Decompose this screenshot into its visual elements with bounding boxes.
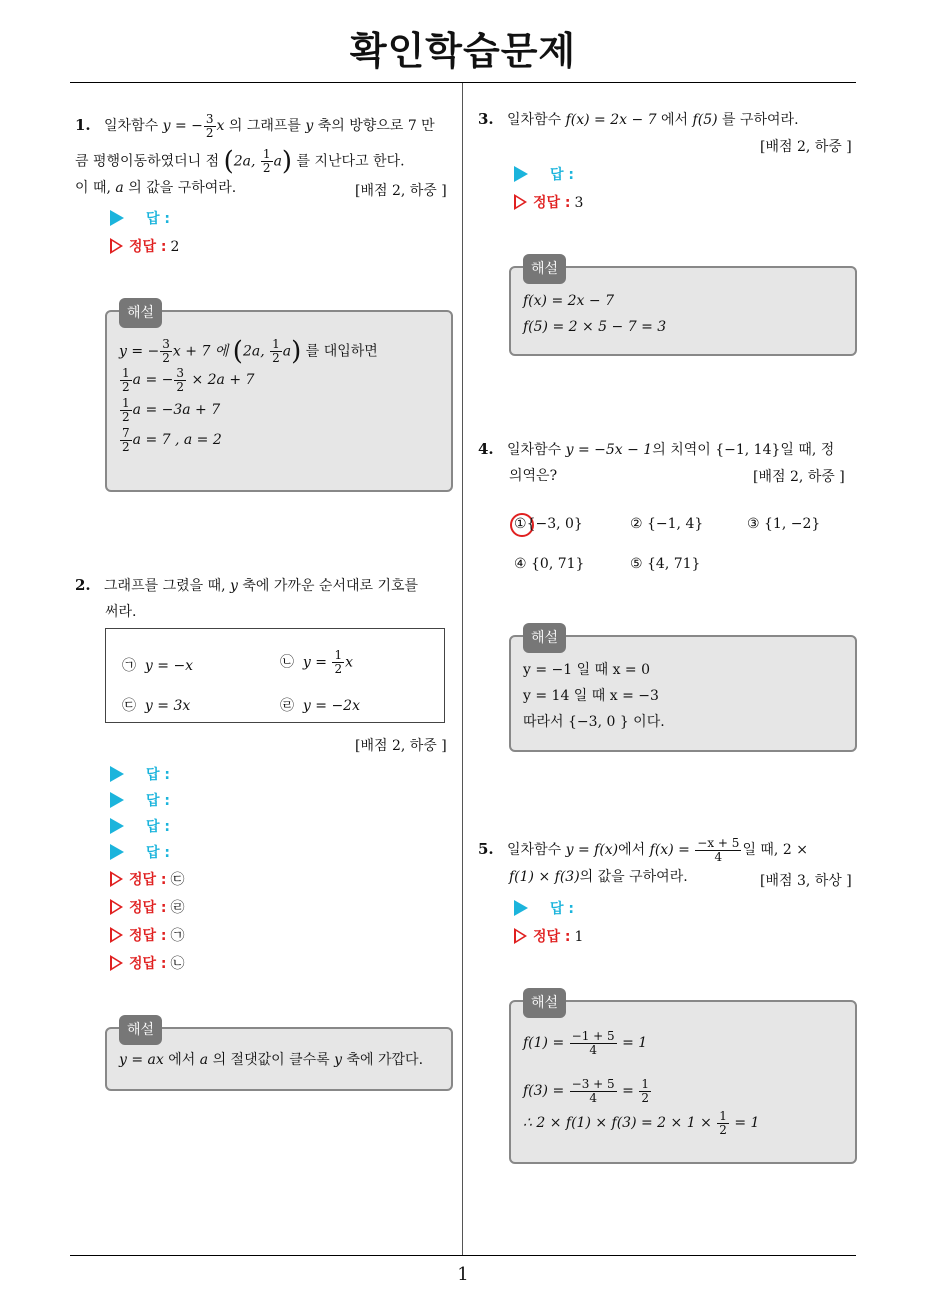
answer-label: 답 : (146, 845, 170, 861)
play-triangle-icon (110, 792, 124, 808)
expl-eq: a = 7 , a = 2 (132, 432, 222, 448)
answer-row (110, 764, 170, 784)
expl-var: a (199, 1052, 209, 1068)
q1-text: 이 때, (75, 179, 111, 196)
correct-label: 정답 : (129, 928, 167, 944)
explanation-tag: 해설 (523, 623, 566, 653)
q1-text: 축의 방향으로 7 만 (317, 118, 435, 134)
fraction: $\frac{1}{2}$ (272, 337, 280, 365)
q4-text: 의역은? (509, 468, 558, 484)
choice-item: ㉠ y = −x (122, 658, 194, 674)
choices-box (105, 628, 445, 723)
expl-text: 를 대입하면 (305, 343, 378, 360)
points-label: [배점 2, 하중 ] (760, 139, 852, 155)
explanation-box (105, 1022, 453, 1091)
choice-1[interactable]: ①{−3, 0} (514, 516, 583, 532)
answer-row (110, 790, 170, 810)
q2-var: y (230, 578, 238, 594)
expl-line: y = 14 일 때 x = −3 (523, 688, 659, 704)
answer-label: 답 : (146, 793, 170, 809)
q5-text: 에서 (618, 842, 646, 858)
q1-eq-x: x (216, 118, 225, 134)
question-2 (75, 572, 460, 625)
expl-eq: = 1 (734, 1115, 760, 1131)
expl-eq: a (282, 343, 292, 360)
q4-range: {−1, 14} (715, 442, 781, 458)
answer-row (110, 208, 170, 228)
expl-text: 의 절댓값이 클수록 (212, 1052, 330, 1068)
expl-eq: x + 7 에 (172, 343, 229, 360)
fraction: $\frac{3}{2}$ (205, 111, 214, 140)
expl-line: y = −1 일 때 x = 0 (523, 662, 651, 678)
q1-text: 의 그래프를 (228, 118, 301, 134)
answer-label: 답 : (146, 767, 170, 783)
fraction: $\frac{3}{2}$ (162, 337, 170, 365)
answer-label: 답 : (146, 819, 170, 835)
choice-3[interactable]: ③ {1, −2} (747, 516, 821, 532)
expl-eq: = (622, 1083, 634, 1099)
choice-item: ㉢ y = 3x (122, 698, 191, 714)
correct-label: 정답 : (129, 872, 167, 888)
expl-eq: × 2a + 7 (191, 372, 255, 388)
choice-5[interactable]: ⑤ {4, 71} (630, 556, 701, 572)
expl-eq: f(x) = 2x − 7 (523, 293, 614, 309)
answer-label: 답 : (550, 901, 574, 917)
q1-text: 를 지난다고 한다. (296, 153, 405, 169)
correct-answer-row (110, 236, 179, 256)
bottom-rule (70, 1255, 856, 1256)
answer-row (110, 842, 170, 862)
fraction: $\frac{1}{2}$ (641, 1076, 649, 1105)
explanation-tag: 해설 (119, 1015, 162, 1045)
correct-answer-row (514, 926, 583, 946)
correct-label: 정답 : (533, 195, 571, 211)
question-number: 4. (478, 440, 494, 458)
q4-eq: y = −5x − 1 (565, 442, 653, 458)
fraction: $\frac{1}{2}$ (262, 146, 271, 175)
fraction: $\frac{-x + 5}{4}$ (697, 835, 740, 864)
q5-text: 일 때, 2 × (742, 842, 808, 858)
expl-eq: ∴ 2 × f(1) × f(3) = 2 × 1 × (523, 1115, 712, 1131)
question-3 (478, 106, 863, 133)
explanation-tag: 해설 (523, 254, 566, 284)
q5-eq: y = f(x) (565, 842, 619, 858)
correct-label: 정답 : (129, 900, 167, 916)
answer-label: 답 : (550, 167, 574, 183)
outline-triangle-icon (110, 871, 123, 887)
points-label: [배점 2, 하중 ] (355, 183, 447, 199)
q3-eq: f(5) (692, 112, 718, 128)
q1-var: y (305, 118, 314, 134)
correct-value: ㉢ (170, 872, 185, 888)
page-title: 확인학습문제 (349, 29, 577, 73)
choice-item: ㉡ y = $\frac{1}{2}$ x (280, 648, 353, 676)
choice-2[interactable]: ② {−1, 4} (630, 516, 704, 532)
outline-triangle-icon (110, 899, 123, 915)
q3-text: 를 구하여라. (722, 112, 799, 128)
play-triangle-icon (514, 900, 528, 916)
q5-text: 의 값을 구하여라. (579, 868, 688, 885)
expl-eq: a = −3a + 7 (132, 402, 221, 418)
q1-text: 일차함수 (104, 118, 159, 134)
explanation-box (509, 261, 857, 356)
play-triangle-icon (514, 166, 528, 182)
fraction: $\frac{3}{2}$ (176, 365, 184, 394)
correct-answer-row (110, 925, 185, 945)
correct-answer-row (110, 869, 185, 889)
points-label: [배점 2, 하중 ] (355, 738, 447, 754)
q3-eq: f(x) = 2x − 7 (565, 112, 657, 128)
expl-eq: y = − (119, 343, 160, 360)
q2-text: 축에 가까운 순서대로 기호를 (242, 578, 419, 594)
explanation-box (509, 995, 857, 1164)
q1-point: 2a, (233, 153, 256, 169)
outline-triangle-icon (514, 928, 527, 944)
explanation-box (509, 630, 857, 752)
expl-eq: f(1) = (523, 1035, 565, 1051)
fraction: $\frac{1}{2}$ (122, 395, 130, 424)
fraction: $\frac{1}{2}$ (719, 1108, 727, 1137)
correct-label: 정답 : (129, 239, 167, 255)
q1-eq: y = − (162, 118, 203, 134)
correct-answer-row (110, 953, 185, 973)
explanation-box: 해설 y = − $\frac{3}{2}$ x + 7 에 (2a, $\frac{1}{2}$ a) 를 대입하면 $\frac{1}{2}$ a = − $\frac{3}{2}$ × 2a + 7 $\frac{1}{2}$ a = −3a + 7 $\frac{7}{2}$ a = 7 , a = 2 (105, 310, 453, 492)
expl-eq: y = ax (119, 1052, 164, 1068)
expl-eq: a = − (132, 372, 174, 388)
question-1: 1. 일차함수 y = − $\frac{3}{2}$ x 의 그래프를 y 축의 방향으로 7 만 큼 평행이동하였더니 점 (2a, $\frac{1}{2}$ a) 를 지난다고 한다. 이 때, a 의 값을 구하여라. (75, 111, 435, 196)
expl-eq: 2a, (242, 343, 265, 360)
correct-label: 정답 : (533, 929, 571, 945)
page-number: 1 (457, 1264, 469, 1285)
points-label: [배점 3, 하상 ] (760, 873, 852, 889)
expl-text: 에서 (168, 1052, 196, 1068)
expl-line: 따라서 {−3, 0 } 이다. (523, 714, 665, 730)
q1-text: 의 값을 구하여라. (128, 179, 237, 196)
q5-eq: f(x) = (649, 842, 690, 858)
correct-answer-row (514, 192, 583, 212)
fraction: $\frac{7}{2}$ (122, 425, 130, 454)
correct-value: 3 (574, 195, 584, 211)
play-triangle-icon (110, 210, 124, 226)
answer-row (514, 898, 574, 918)
explanation-tag: 해설 (119, 298, 162, 328)
expl-eq: = 1 (622, 1035, 648, 1051)
expl-text: 축에 가깝다. (346, 1052, 424, 1068)
outline-triangle-icon (110, 955, 123, 971)
play-triangle-icon (110, 844, 124, 860)
q5-text: 일차함수 (507, 842, 562, 858)
fraction: $\frac{-3 + 5}{4}$ (571, 1076, 615, 1105)
fraction: $\frac{-1 + 5}{4}$ (571, 1028, 615, 1057)
answer-row (110, 816, 170, 836)
q4-text: 일차함수 (507, 442, 562, 458)
q3-text: 일차함수 (507, 112, 562, 128)
q4-text: 의 치역이 (652, 442, 711, 458)
fraction: $\frac{1}{2}$ (122, 365, 130, 394)
answer-label: 답 : (146, 211, 170, 227)
expl-var: y (334, 1052, 343, 1068)
outline-triangle-icon (514, 194, 527, 210)
q5-eq: f(1) × f(3) (509, 868, 580, 885)
question-number: 3. (478, 110, 494, 128)
choice-item: ㉣ y = −2x (280, 698, 360, 714)
correct-value: ㉠ (170, 928, 185, 944)
q4-text: 일 때, 정 (780, 442, 835, 458)
question-number: 2. (75, 576, 91, 594)
answer-row (514, 164, 574, 184)
outline-triangle-icon (110, 238, 123, 254)
correct-label: 정답 : (129, 956, 167, 972)
question-number: 1. (75, 116, 91, 134)
top-rule (70, 82, 856, 83)
column-divider (462, 83, 463, 1255)
play-triangle-icon (110, 818, 124, 834)
play-triangle-icon (110, 766, 124, 782)
points-label: [배점 2, 하중 ] (753, 469, 845, 485)
correct-value: ㉣ (170, 900, 185, 916)
explanation-tag: 해설 (523, 988, 566, 1018)
outline-triangle-icon (110, 927, 123, 943)
q2-text: 그래프를 그렸을 때, (104, 578, 226, 594)
choice-4[interactable]: ④ {0, 71} (514, 556, 585, 572)
correct-answer-row (110, 897, 185, 917)
q1-text: 큼 평행이동하였더니 점 (75, 153, 220, 169)
q3-text: 에서 (661, 112, 689, 128)
q2-text: 써라. (105, 604, 137, 620)
expl-eq: f(5) = 2 × 5 − 7 = 3 (523, 319, 667, 335)
correct-value: 2 (170, 239, 180, 255)
q1-var: a (115, 179, 124, 196)
q1-point: a (273, 153, 282, 169)
expl-eq: f(3) = (523, 1083, 565, 1099)
correct-value: ㉡ (170, 956, 185, 972)
question-number: 5. (478, 840, 494, 858)
correct-value: 1 (574, 929, 584, 945)
